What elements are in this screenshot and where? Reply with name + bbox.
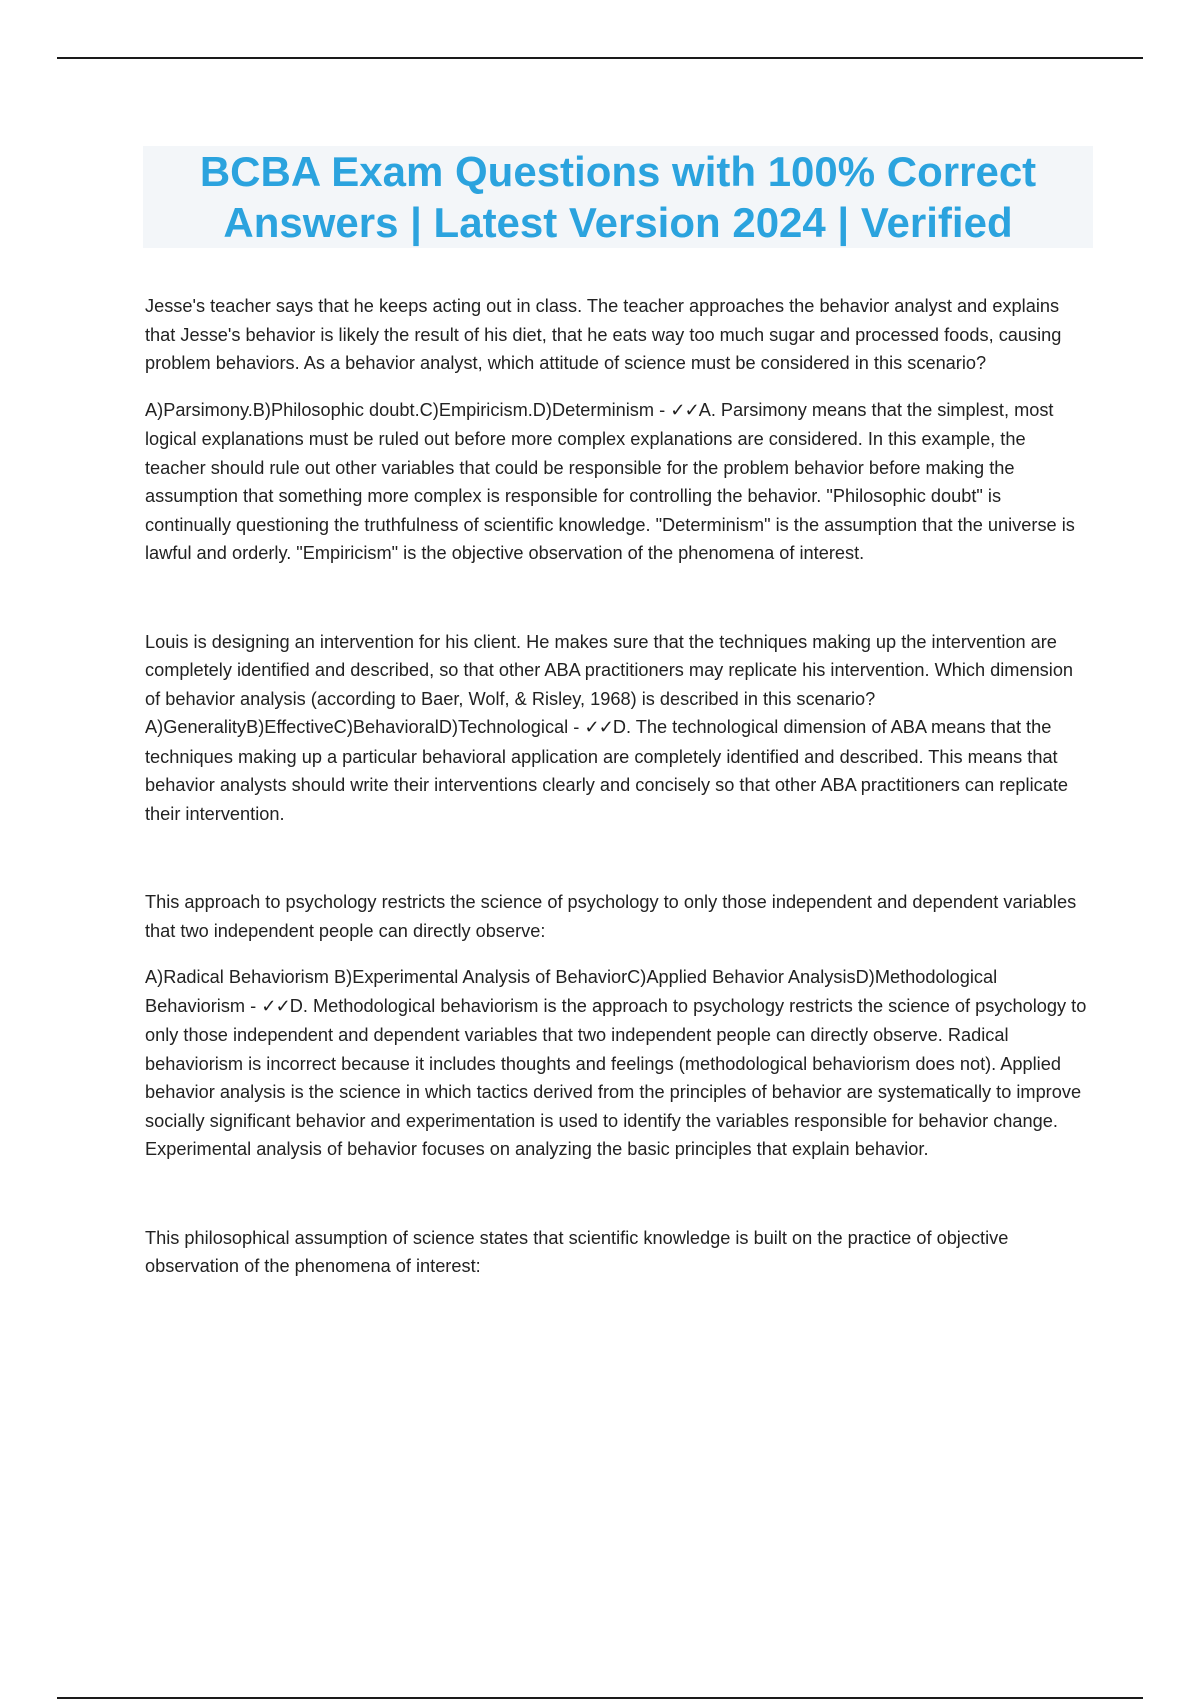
answer-text <box>145 396 1090 568</box>
answer-text <box>145 963 1090 1164</box>
answer-options: A)Radical Behaviorism B)Experimental Analysis of BehaviorC)Applied Behavior AnalysisD)Methodological Behaviorism - <box>145 967 998 1016</box>
question-text: This philosophical assumption of science states that scientific knowledge is built on the practice of objective observation of the phenomena of interest: <box>145 1227 1009 1276</box>
double-check-icon: ✓✓ <box>670 399 699 421</box>
bottom-rule <box>57 1697 1143 1699</box>
document-title: BCBA Exam Questions with 100% Correct Answers | Latest Version 2024 | Verified <box>199 148 1037 246</box>
question-text: Jesse's teacher says that he keeps acting out in class. The teacher approaches the behavior analyst and explains that Jesse's behavior is likely the result of his diet, that he eats way too much sugar and processed foods, causing problem behaviors. As a behavior analyst, which attitude of science must be considered in this scenario? <box>145 296 1062 373</box>
question-answer-text <box>145 628 1090 829</box>
answer-explanation: A. Parsimony means that the simplest, most logical explanations must be ruled out before more complex explanations are considered. In this example, the teacher should rule out other variables that could be responsible for the problem behavior before making the assumption that something more complex is responsible for controlling the behavior. "Philosophic doubt" is continually questioning the truthfulness of scientific knowledge. "Determinism" is the assumption that the universe is lawful and orderly. "Empiricism" is the objective observation of the phenomena of interest. <box>145 399 1075 563</box>
qa-item-3 <box>145 888 1090 1164</box>
double-check-icon: ✓✓ <box>261 995 290 1017</box>
document-body <box>145 292 1090 1281</box>
question-text: This approach to psychology restricts the science of psychology to only those independent and dependent variables that two independent people can directly observe: <box>145 892 1077 941</box>
top-rule <box>57 57 1143 59</box>
answer-options: A)Parsimony.B)Philosophic doubt.C)Empiricism.D)Determinism - <box>145 399 671 420</box>
answer-explanation: D. The technological dimension of ABA means that the techniques making up a particular behavioral application are completely identified and described. This means that behavior analysts should write their interventions clearly and concisely so that other ABA practitioners can replicate their intervention. <box>145 717 1068 824</box>
qa-item-2 <box>145 628 1090 829</box>
qa-item-4 <box>145 1224 1090 1281</box>
title-banner <box>143 146 1093 248</box>
qa-item-1 <box>145 292 1090 568</box>
question-text: Louis is designing an intervention for his client. He makes sure that the techniques making up the intervention are completely identified and described, so that other ABA practitioners may replicate his intervention. Which dimension of behavior analysis (according to Baer, Wolf, & Risley, 1968) is described in this scenario? A)GeneralityB)EffectiveC)BehavioralD)Technological - <box>145 631 1074 737</box>
answer-explanation: D. Methodological behaviorism is the approach to psychology restricts the science of psychology to only those independent and dependent variables that two independent people can directly observe. Radical behaviorism is incorrect because it includes thoughts and feelings (methodological behaviorism does not). Applied behavior analysis is the science in which tactics derived from the principles of behavior are systematically to improve socially significant behavior and experimentation is used to identify the variables responsible for behavior change. Experimental analysis of behavior focuses on analyzing the basic principles that explain behavior. <box>145 995 1087 1159</box>
double-check-icon: ✓✓ <box>584 717 613 738</box>
